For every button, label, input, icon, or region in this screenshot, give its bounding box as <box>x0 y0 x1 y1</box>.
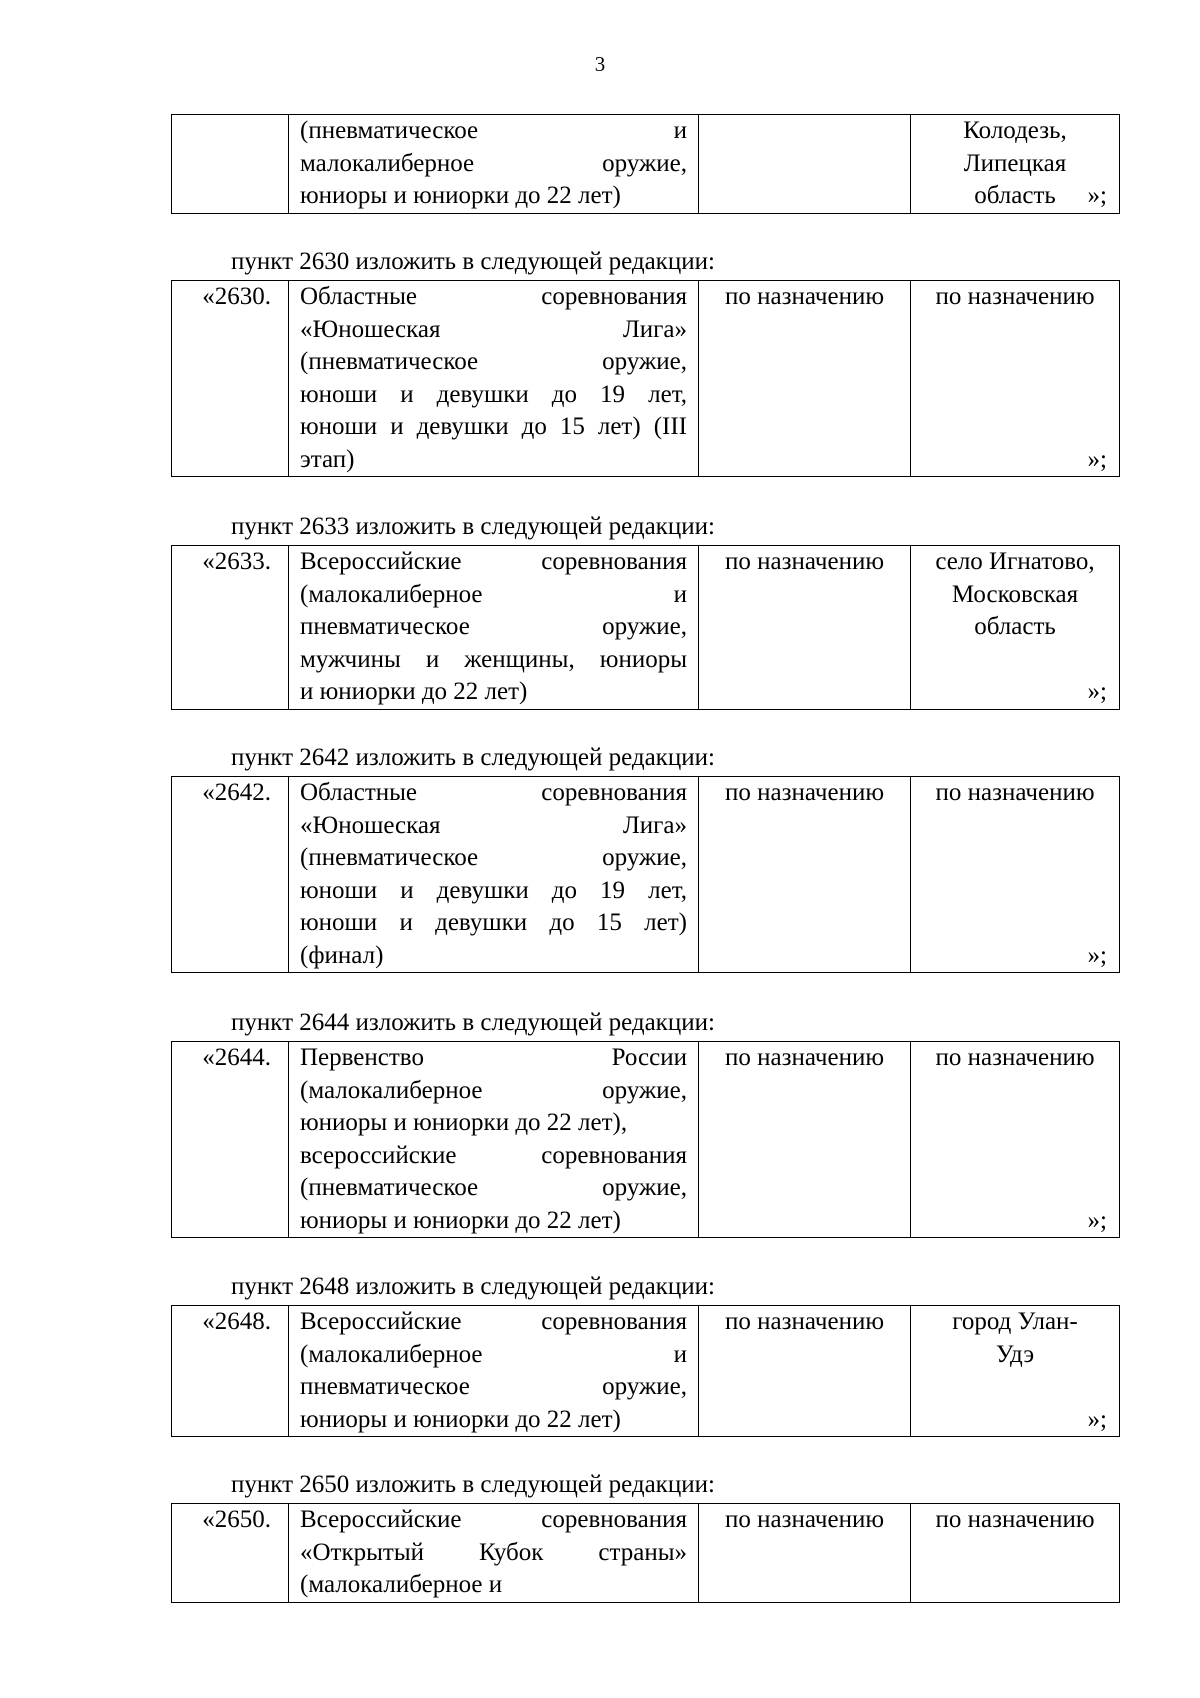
event-name-cell <box>289 1042 699 1238</box>
entry-table <box>171 280 1120 477</box>
amendment-intro: пункт 2650 изложить в следующей редакции: <box>231 1471 715 1498</box>
event-name-line: (финал) <box>300 941 384 969</box>
amendment-intro: пункт 2633 изложить в следующей редакции: <box>231 513 715 540</box>
closing-quote-mark: »; <box>1087 941 1107 969</box>
entry-table <box>171 776 1120 973</box>
table-row <box>172 1306 1120 1437</box>
event-name-line: пневматическое оружие, <box>300 1373 687 1400</box>
event-name-line: «Открытый Кубок страны» <box>300 1538 687 1566</box>
venue-line: село Игнатово, <box>935 548 1095 575</box>
entry-table <box>171 1503 1120 1603</box>
venue-cell <box>911 1306 1120 1437</box>
venue-cell <box>911 281 1120 477</box>
event-name-line: (малокалиберное и <box>300 580 687 608</box>
event-name-cell <box>289 115 699 214</box>
table-row <box>172 281 1120 477</box>
amendment-intro: пункт 2644 изложить в следующей редакции: <box>231 1009 715 1036</box>
entry-number-cell: «2630. <box>172 281 289 477</box>
venue-line: Липецкая <box>963 149 1067 177</box>
event-name-line: Областные соревнования <box>300 779 687 806</box>
venue-cell <box>911 1042 1120 1238</box>
table-row <box>172 777 1120 973</box>
event-name-line: всероссийские соревнования <box>300 1141 687 1169</box>
entry-number-cell: «2644. <box>172 1042 289 1238</box>
event-name-line: мужчины и женщины, юниоры <box>300 645 687 673</box>
entry-number-cell <box>172 115 289 214</box>
entry-table <box>171 1041 1120 1238</box>
event-name-line: пневматическое оружие, <box>300 613 687 640</box>
period-cell: по назначению <box>699 546 911 710</box>
venue-cell <box>911 1504 1120 1603</box>
closing-quote-mark: »; <box>1087 1206 1107 1234</box>
entry-number-cell: «2648. <box>172 1306 289 1437</box>
event-name-cell <box>289 1306 699 1437</box>
table-row <box>172 546 1120 710</box>
event-name-line: Всероссийские соревнования <box>300 1506 687 1533</box>
amendment-intro: пункт 2630 изложить в следующей редакции: <box>231 248 715 275</box>
period-cell: по назначению <box>699 777 911 973</box>
venue-line: область <box>974 613 1056 640</box>
event-name-line: Первенство России <box>300 1044 687 1071</box>
event-name-line: «Юношеская Лига» <box>300 811 687 839</box>
period-cell <box>699 115 911 214</box>
venue-cell <box>911 115 1120 214</box>
event-name-line: юноши и девушки до 15 лет) <box>300 909 687 936</box>
amendment-intro: пункт 2642 изложить в следующей редакции: <box>231 744 715 771</box>
event-name-line: (пневматическое оружие, <box>300 844 687 871</box>
period-cell: по назначению <box>699 281 911 477</box>
event-name-line: (малокалиберное и <box>300 1340 687 1368</box>
venue-line: Московская <box>951 580 1079 608</box>
table-row <box>172 1042 1120 1238</box>
period-cell: по назначению <box>699 1504 911 1603</box>
continuation-table <box>171 114 1120 214</box>
entry-table <box>171 545 1120 710</box>
event-name-cell <box>289 546 699 710</box>
event-name-line: (пневматическое и <box>300 117 687 144</box>
event-name-cell <box>289 777 699 973</box>
venue-line: по назначению <box>935 779 1095 806</box>
event-name-line: юниоры и юниорки до 22 лет) <box>300 182 621 209</box>
closing-quote-mark: »; <box>1087 182 1107 209</box>
event-name-line: (малокалиберное оружие, <box>300 1076 687 1104</box>
venue-line: Колодезь, <box>963 117 1067 144</box>
event-name-line: «Юношеская Лига» <box>300 315 687 343</box>
event-name-line: Областные соревнования <box>300 283 687 310</box>
page-number: 3 <box>594 52 606 76</box>
amendment-intro: пункт 2648 изложить в следующей редакции: <box>231 1273 715 1300</box>
event-name-line: Всероссийские соревнования <box>300 1308 687 1335</box>
event-name-line: юноши и девушки до 15 лет) (III <box>300 413 687 440</box>
event-name-line: (пневматическое оружие, <box>300 1174 687 1201</box>
event-name-line: юниоры и юниорки до 22 лет) <box>300 1206 621 1234</box>
entry-number-cell: «2633. <box>172 546 289 710</box>
period-cell: по назначению <box>699 1306 911 1437</box>
event-name-line: Всероссийские соревнования <box>300 548 687 575</box>
table-row <box>172 115 1120 214</box>
entry-number-cell: «2650. <box>172 1504 289 1603</box>
venue-line: по назначению <box>935 1044 1095 1071</box>
event-name-line: этап) <box>300 445 355 473</box>
venue-line: область <box>974 182 1056 209</box>
closing-quote-mark: »; <box>1087 678 1107 705</box>
venue-line: город Улан- <box>952 1308 1078 1335</box>
event-name-line: юноши и девушки до 19 лет, <box>300 380 687 408</box>
event-name-line: малокалиберное оружие, <box>300 149 687 177</box>
event-name-line: юноши и девушки до 19 лет, <box>300 876 687 904</box>
event-name-cell <box>289 281 699 477</box>
venue-line: Удэ <box>995 1340 1035 1368</box>
closing-quote-mark: »; <box>1087 445 1107 473</box>
event-name-line: (малокалиберное и <box>300 1571 503 1598</box>
event-name-line: юниоры и юниорки до 22 лет), <box>300 1109 628 1136</box>
period-cell: по назначению <box>699 1042 911 1238</box>
entry-number-cell: «2642. <box>172 777 289 973</box>
venue-cell <box>911 546 1120 710</box>
event-name-line: юниоры и юниорки до 22 лет) <box>300 1405 621 1433</box>
venue-line: по назначению <box>935 283 1095 310</box>
event-name-line: и юниорки до 22 лет) <box>300 678 528 705</box>
closing-quote-mark: »; <box>1087 1405 1107 1433</box>
entry-table <box>171 1305 1120 1437</box>
venue-cell <box>911 777 1120 973</box>
event-name-line: (пневматическое оружие, <box>300 348 687 375</box>
table-row <box>172 1504 1120 1603</box>
venue-line: по назначению <box>935 1506 1095 1533</box>
event-name-cell <box>289 1504 699 1603</box>
